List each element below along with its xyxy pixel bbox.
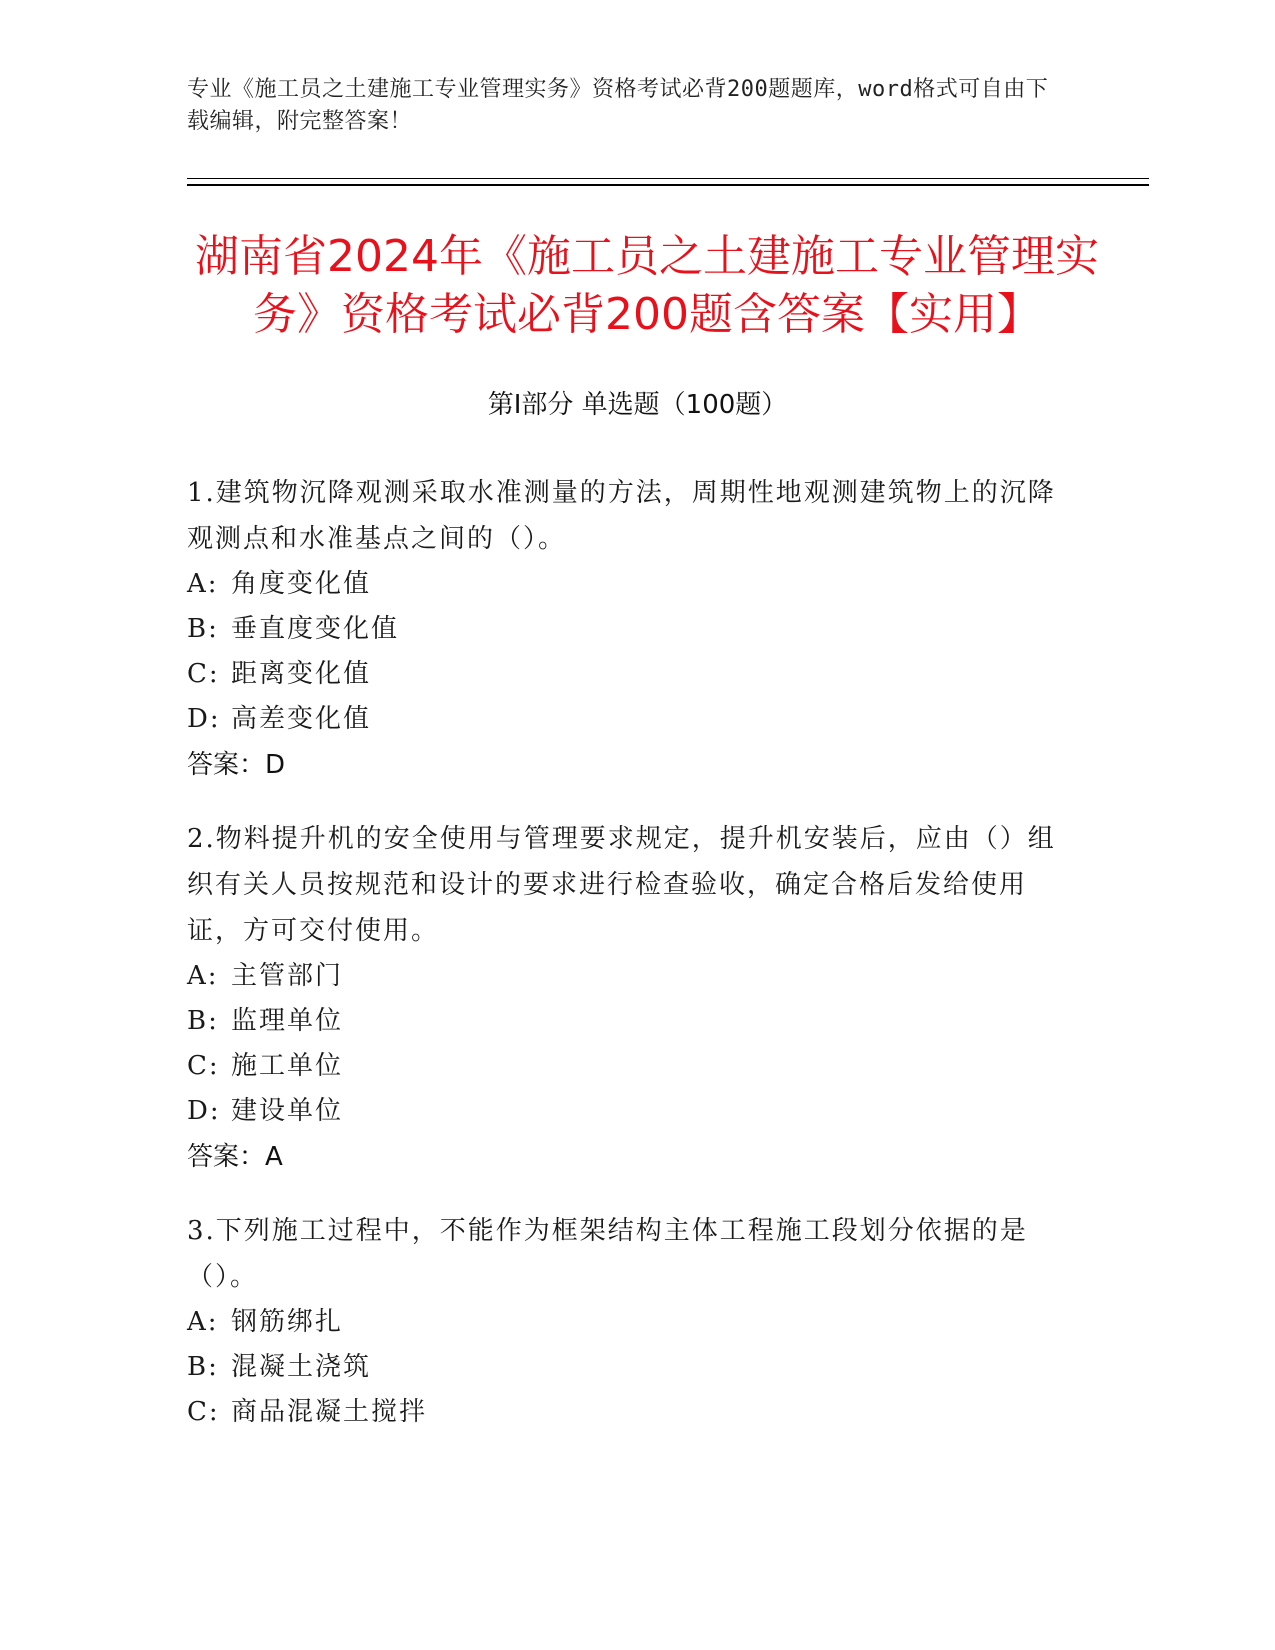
option-b (187, 999, 1067, 1044)
option-text: 建设单位 (231, 1096, 344, 1126)
option-key: A: (187, 1307, 219, 1337)
option-key: A: (187, 569, 219, 599)
question-stem: 1.建筑物沉降观测采取水准测量的方法，周期性地观测建筑物上的沉降观测点和水准基点之间的（）。 (187, 478, 1056, 554)
option-text: 主管部门 (231, 961, 344, 991)
option-key: D: (187, 704, 221, 734)
option-key: B: (187, 1352, 219, 1382)
option-b (187, 607, 1067, 652)
document-title: 湖南省2024年《施工员之土建施工专业管理实务》资格考试必背200题含答案【实用】 (195, 231, 1099, 340)
header-divider-top (187, 178, 1149, 179)
question-stem: 2.物料提升机的安全使用与管理要求规定，提升机安装后，应由（）组织有关人员按规范和设计的要求进行检查验收，确定合格后发给使用证，方可交付使用。 (187, 824, 1056, 946)
option-a (187, 954, 1067, 999)
option-c (187, 1044, 1067, 1089)
answer-line: 答案：D (187, 750, 286, 780)
option-text: 钢筋绑扎 (231, 1307, 344, 1337)
option-a (187, 1300, 1067, 1345)
question-1 (187, 470, 1067, 788)
option-text: 距离变化值 (231, 659, 372, 689)
header-note: 专业《施工员之土建施工专业管理实务》资格考试必背200题题库，word格式可自由下载编辑，附完整答案！ (187, 77, 1049, 134)
option-text: 监理单位 (231, 1006, 344, 1036)
header-divider-bottom (187, 184, 1149, 186)
option-text: 施工单位 (231, 1051, 344, 1081)
option-text: 商品混凝土搅拌 (231, 1397, 428, 1427)
option-d (187, 1089, 1067, 1134)
option-d (187, 697, 1067, 742)
question-stem: 3.下列施工过程中，不能作为框架结构主体工程施工段划分依据的是（）。 (187, 1216, 1028, 1292)
option-a (187, 562, 1067, 607)
option-key: B: (187, 614, 219, 644)
option-key: C: (187, 1051, 220, 1081)
question-2 (187, 816, 1067, 1180)
option-text: 垂直度变化值 (231, 614, 400, 644)
question-list (187, 470, 1067, 1463)
question-3 (187, 1208, 1067, 1435)
option-text: 角度变化值 (231, 569, 372, 599)
option-c (187, 1390, 1067, 1435)
option-c (187, 652, 1067, 697)
option-text: 混凝土浇筑 (231, 1352, 372, 1382)
option-key: C: (187, 1397, 220, 1427)
option-key: A: (187, 961, 219, 991)
option-key: C: (187, 659, 220, 689)
option-key: B: (187, 1006, 219, 1036)
option-text: 高差变化值 (231, 704, 372, 734)
option-key: D: (187, 1096, 221, 1126)
answer-line: 答案：A (187, 1142, 283, 1172)
option-b (187, 1345, 1067, 1390)
section-heading: 第Ⅰ部分 单选题（100题） (487, 390, 788, 420)
